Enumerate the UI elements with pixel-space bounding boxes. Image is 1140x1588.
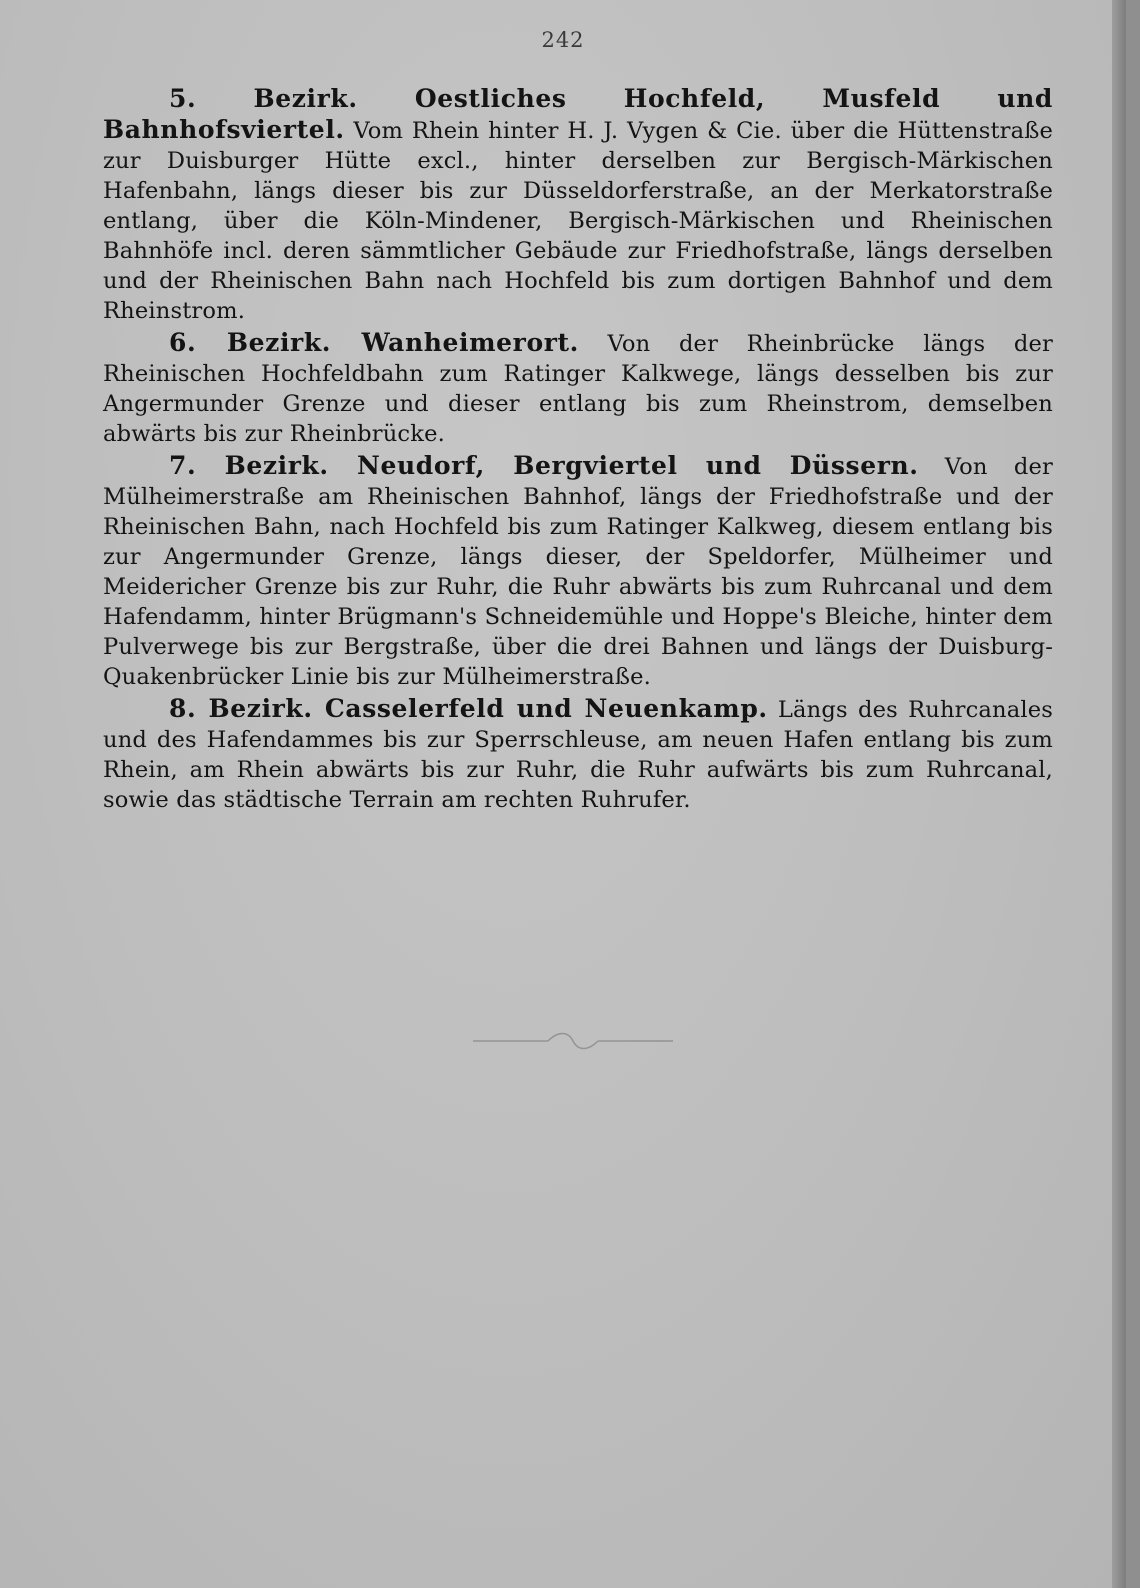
district-8 (103, 694, 1053, 815)
district-description: Vom Rhein hinter H. J. Vygen & Cie. über die Hüttenstraße zur Duisburger Hütte excl., hinter derselben zur Bergisch-Märkischen Hafenbahn, längs dieser bis zur Düsseldorferstraße, an der Merkatorstraße entlang, über die Köln-Mindener, Bergisch-Märkischen und Rheinischen Bahnhöfe incl. deren sämmtlicher Gebäude zur Friedhofstraße, längs derselben und der Rheinischen Bahn nach Hochfeld bis zum dortigen Bahnhof und dem Rheinstrom. (103, 118, 1054, 324)
page-number: 242 (541, 28, 585, 52)
district-heading: 7. Bezirk. Neudorf, Bergviertel und Düssern. (169, 451, 919, 480)
ornament-divider-icon (463, 1026, 683, 1056)
district-description: Von der Mülheimerstraße am Rheinischen Bahnhof, längs der Friedhofstraße und der Rheinischen Bahn, nach Hochfeld bis zum Ratinger Kalkweg, diesem entlang bis zur Angermunder Grenze, längs dieser, der Speldorfer, Mülheimer und Meidericher Grenze bis zur Ruhr, die Ruhr abwärts bis zum Ruhrcanal und dem Hafendamm, hinter Brügmann's Schneidemühle und Hoppe's Bleiche, hinter dem Pulverwege bis zur Bergstraße, über die drei Bahnen und längs der Duisburg-Quakenbrücker Linie bis zur Mülheimerstraße. (103, 454, 1053, 690)
district-heading: 6. Bezirk. Wanheimerort. (169, 328, 579, 357)
district-5 (103, 84, 1053, 326)
district-7 (103, 451, 1053, 692)
district-heading: 8. Bezirk. Casselerfeld und Neuenkamp. (169, 694, 768, 723)
district-list (103, 84, 1053, 817)
district-description: Von der Rheinbrücke längs der Rheinischen Hochfeldbahn zum Ratinger Kalkwege, längs desselben bis zur Angermunder Grenze und dieser entlang bis zum Rheinstrom, demselben abwärts bis zur Rheinbrücke. (103, 331, 1053, 447)
district-6 (103, 328, 1053, 449)
district-heading: 5. Bezirk. Oestliches Hochfeld, Musfeld und Bahnhofsviertel. (103, 84, 1053, 144)
page-edge (1112, 0, 1126, 1588)
district-description: Längs des Ruhrcanales und des Hafendammes bis zur Sperrschleuse, am neuen Hafen entlang bis zum Rhein, am Rhein abwärts bis zur Ruhr, die Ruhr aufwärts bis zum Ruhrcanal, sowie das städtische Terrain am rechten Ruhrufer. (103, 697, 1053, 813)
